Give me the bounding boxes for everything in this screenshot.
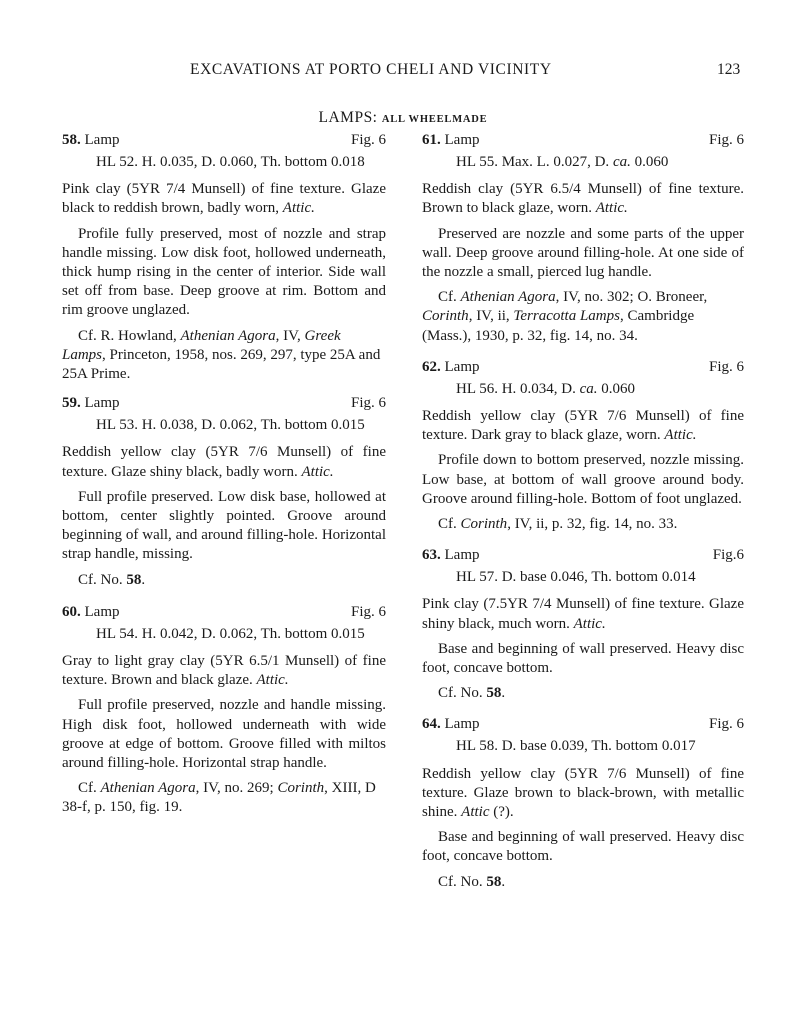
- entry-measurements: HL 58. D. base 0.039, Th. bottom 0.017: [456, 738, 696, 755]
- cf-text: Cf. No.: [78, 571, 123, 588]
- entry-measurements: HL 53. H. 0.038, D. 0.062, Th. bottom 0.015: [96, 417, 365, 434]
- entry-description: Full profile preserved, nozzle and handle missing. High disk foot, hollowed underneath with wide groove at edge of bottom. Groove filled with miltos around filling-hole. Horizontal strap handle.: [62, 697, 386, 772]
- cf-title: Athenian Agora: [460, 289, 556, 306]
- entry-heading: [422, 358, 744, 377]
- cf-entry-ref: 58: [486, 873, 502, 890]
- page-number: 123: [717, 61, 741, 78]
- clay-attribution: Attic.: [256, 672, 289, 689]
- entry-label: Lamp: [444, 547, 480, 564]
- entry-heading: [62, 603, 386, 622]
- measurements-approx: ca.: [612, 154, 631, 170]
- entry-clay-description: [422, 407, 744, 445]
- cf-text: Cf.: [438, 289, 457, 306]
- catalog-entry-60: [62, 603, 386, 818]
- catalog-entry-63: [422, 546, 744, 703]
- entry-comparanda: [62, 571, 386, 590]
- entry-heading: [422, 131, 744, 150]
- entry-clay-description: [62, 443, 386, 481]
- clay-text: Pink clay (5YR 7/4 Munsell) of fine texture. Glaze black to reddish brown, badly worn,: [62, 181, 386, 217]
- cf-title: Athenian Agora: [180, 327, 276, 344]
- cf-text: , Princeton, 1958, nos. 269, 297, type 25A and 25A Prime.: [62, 346, 381, 383]
- running-title: EXCAVATIONS AT PORTO CHELI AND VICINITY: [190, 61, 552, 78]
- section-heading: [0, 108, 806, 129]
- cf-text: , Cambridge (Mass.), 1930, p. 32, fig. 14, no. 34.: [422, 308, 695, 344]
- catalog-entry-62: [422, 358, 744, 534]
- entry-label: Lamp: [84, 603, 120, 620]
- entry-comparanda: [422, 515, 744, 534]
- cf-title: Corinth: [422, 308, 469, 325]
- cf-text: , IV, no. 302; O. Broneer,: [555, 289, 708, 306]
- figure-reference: Fig. 6: [708, 132, 744, 148]
- catalog-entry-61: [422, 131, 744, 346]
- cf-text: Cf. No.: [438, 685, 483, 702]
- entry-number: 59.: [62, 395, 81, 412]
- left-column: [62, 131, 386, 818]
- entry-description: Profile fully preserved, most of nozzle and strap handle missing. Low disk foot, hollowed underneath, thick hump rising in the center of interior. Side wall set off from base. Deep groove at rim. Bottom and rim groove unglazed.: [62, 225, 386, 319]
- cf-text: Cf. No.: [438, 873, 483, 890]
- entry-description: Full profile preserved. Low disk base, hollowed at bottom, center slightly pointed. Groove around beginning of wall, and around filling-hole. Horizontal strap handle, missing.: [62, 488, 386, 563]
- figure-reference: Fig. 6: [350, 603, 386, 620]
- entry-heading: [422, 546, 744, 565]
- clay-attribution: Attic.: [573, 615, 606, 632]
- clay-text: (?).: [493, 804, 514, 821]
- clay-text: Reddish yellow clay (5YR 7/6 Munsell) of fine texture. Glaze brown to black-brown, with metallic shine.: [422, 765, 744, 821]
- entry-label: Lamp: [84, 132, 120, 148]
- measurements-text: HL 56. H. 0.034, D.: [456, 380, 576, 397]
- cf-text: , IV, ii, p. 32, fig. 14, no. 33.: [507, 516, 678, 533]
- cf-text: .: [141, 571, 146, 588]
- figure-reference: Fig. 6: [350, 132, 386, 148]
- clay-text: Reddish yellow clay (5YR 7/6 Munsell) of fine texture. Glaze shiny black, badly worn.: [62, 444, 386, 480]
- section-title: LAMPS:: [318, 109, 378, 126]
- entry-comparanda: [422, 684, 744, 703]
- clay-text: Gray to light gray clay (5YR 6.5/1 Munsell) of fine texture. Brown and black glaze.: [62, 653, 386, 689]
- cf-text: , IV, ii,: [468, 308, 510, 325]
- entry-clay-description: [422, 765, 744, 823]
- cf-text: Cf.: [438, 516, 457, 533]
- figure-reference: Fig. 6: [708, 358, 744, 375]
- right-column: [422, 131, 744, 892]
- cf-text: .: [501, 873, 506, 890]
- clay-attribution: Attic.: [282, 200, 315, 217]
- catalog-entry-58: [62, 131, 386, 384]
- entry-label: Lamp: [444, 716, 480, 733]
- entry-description: Base and beginning of wall preserved. Heavy disc foot, concave bottom.: [422, 640, 744, 677]
- catalog-entry-59: [62, 394, 386, 590]
- entry-label: Lamp: [444, 132, 480, 148]
- entry-comparanda: [422, 288, 744, 346]
- clay-attribution: Attic: [461, 804, 490, 821]
- cf-text: , XIII, D 38-f, p. 150, fig. 19.: [62, 780, 376, 816]
- cf-title: Corinth: [277, 780, 325, 797]
- cf-text: Cf. R. Howland,: [78, 327, 177, 344]
- entry-comparanda: [62, 327, 386, 385]
- clay-attribution: Attic.: [301, 463, 334, 480]
- cf-title: Corinth: [460, 516, 508, 533]
- entry-measurements: HL 57. D. base 0.046, Th. bottom 0.014: [456, 569, 696, 586]
- entry-clay-description: [62, 652, 386, 690]
- entry-label: Lamp: [84, 395, 120, 412]
- entry-comparanda: [422, 873, 744, 892]
- entry-clay-description: [422, 595, 744, 633]
- figure-reference: Fig.6: [712, 547, 744, 564]
- entry-description: Profile down to bottom preserved, nozzle missing. Low base, at bottom of wall groove around body. Groove around filling-hole. Bottom of foot unglazed.: [422, 452, 744, 507]
- catalog-entry-64: [422, 715, 744, 891]
- cf-text: .: [501, 685, 506, 702]
- clay-text: Pink clay (7.5YR 7/4 Munsell) of fine texture. Glaze shiny black, much worn.: [422, 596, 744, 632]
- clay-text: Reddish clay (5YR 6.5/4 Munsell) of fine texture. Brown to black glaze, worn.: [422, 181, 744, 217]
- entry-heading: [62, 394, 386, 413]
- running-head: [0, 60, 806, 82]
- entry-number: 60.: [62, 603, 81, 620]
- section-subtitle: ALL WHEELMADE: [381, 114, 488, 125]
- entry-number: 58.: [62, 132, 81, 148]
- entry-clay-description: [62, 180, 386, 218]
- entry-number: 63.: [422, 547, 441, 564]
- clay-attribution: Attic.: [595, 200, 628, 217]
- cf-title: Terracotta Lamps: [513, 308, 620, 325]
- entry-number: 64.: [422, 716, 441, 733]
- entry-number: 62.: [422, 358, 441, 375]
- measurements-approx: ca.: [579, 380, 598, 397]
- entry-description: Base and beginning of wall preserved. Heavy disc foot, concave bottom.: [422, 829, 744, 865]
- entry-measurements: HL 54. H. 0.042, D. 0.062, Th. bottom 0.015: [96, 625, 365, 642]
- measurements-text: 0.060: [634, 154, 669, 170]
- clay-attribution: Attic.: [664, 427, 697, 444]
- cf-text: Cf.: [78, 780, 97, 797]
- entry-comparanda: [62, 779, 386, 817]
- figure-reference: Fig. 6: [708, 716, 744, 733]
- measurements-text: HL 55. Max. L. 0.027, D.: [456, 154, 610, 170]
- cf-entry-ref: 58: [126, 571, 142, 588]
- entry-description: Preserved are nozzle and some parts of the upper wall. Deep groove around filling-hole. At one side of the nozzle a small, pierced lug handle.: [422, 225, 744, 281]
- cf-text: , IV, no. 269;: [195, 780, 274, 797]
- entry-number: 61.: [422, 132, 441, 148]
- cf-title: Athenian Agora: [100, 780, 196, 797]
- cf-entry-ref: 58: [486, 685, 502, 702]
- figure-reference: Fig. 6: [350, 395, 386, 412]
- entry-measurements: [422, 380, 744, 399]
- entry-measurements: HL 52. H. 0.035, D. 0.060, Th. bottom 0.018: [96, 154, 365, 170]
- entry-clay-description: [422, 180, 744, 218]
- cf-text: , IV,: [275, 327, 301, 344]
- measurements-text: 0.060: [601, 380, 636, 397]
- entry-measurements: [422, 153, 744, 172]
- cf-title: Greek Lamps: [62, 327, 341, 363]
- clay-text: Reddish yellow clay (5YR 7/6 Munsell) of fine texture. Dark gray to black glaze, worn.: [422, 408, 744, 444]
- entry-heading: [62, 131, 386, 150]
- entry-label: Lamp: [444, 358, 480, 375]
- entry-heading: [422, 715, 744, 734]
